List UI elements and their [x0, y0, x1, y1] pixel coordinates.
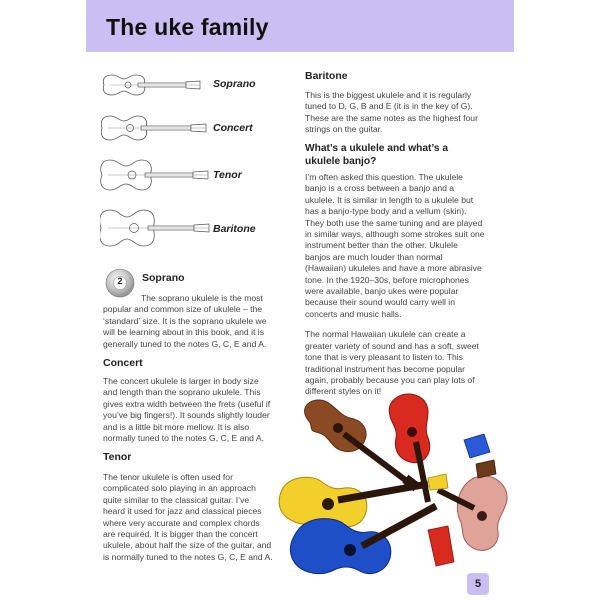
tenor-heading: Tenor [103, 451, 132, 463]
soprano-ukulele-icon [100, 70, 210, 100]
baritone-label: Baritone [213, 223, 256, 235]
concert-heading: Concert [103, 357, 143, 369]
soprano-heading: Soprano [142, 272, 185, 284]
concert-ukulele-icon [100, 113, 210, 143]
page-number: 5 [467, 573, 489, 595]
soprano-text-block [103, 293, 271, 350]
baritone-heading: Baritone [305, 70, 348, 82]
yellow-ukulele [279, 474, 448, 527]
baritone-text-block [305, 90, 485, 136]
concert-text: The concert ukulele is larger in body size and length than the soprano ukulele. This gives extra width between the frets (useful if you’ve big fingers!). It sounds slightly louder and is a little bit more mellow. It is also normally tuned to the notes G, C, E and A. [103, 376, 271, 444]
soprano-text: The soprano ukulele is the most popular and common size of ukulele – the ‘standard’ size. It is the soprano ukulele we will be learning about in this book, and it is generally tuned to the notes G, C, E and A. [103, 293, 267, 349]
banjo-text-1: I’m often asked this question. The ukulele banjo is a cross between a banjo and a ukulele. It is similar in length to a ukulele but has a banjo-type body and a vellum (skin). They both use the same tuning and are played in similar ways, although some strokes suit one instrument better than the other. Ukulele banjos are much louder than normal (Hawaiian) ukuleles and have a more abrasive tone. In the 1920–30s, before microphones were available, banjo ukes were popular because their sound would carry well in concerts and music halls. [305, 172, 485, 319]
tenor-text: The tenor ukulele is often used for complicated solo playing in an approach quite similar to the classical guitar. I’ve heard it used for jazz and classical pieces where very accurate and complex chords are required. It is bigger than the concert ukulele, about half the size of the guitar, and is normally tuned to the notes G, C, E and A. [103, 472, 273, 562]
brown-headstock [476, 460, 496, 478]
red-headstock [428, 526, 454, 566]
banjo-heading: What’s a ukulele and what’s a ukulele banjo? [305, 143, 449, 167]
concert-diagram [100, 113, 270, 153]
soprano-diagram [100, 70, 270, 110]
blue-headstock [464, 434, 490, 458]
concert-text-block [103, 376, 271, 444]
page-title: The uke family [106, 14, 269, 40]
cd-track-number: 2 [117, 276, 123, 286]
tenor-diagram [100, 157, 270, 197]
tenor-text-block [103, 472, 273, 563]
ukuleles-photo [278, 390, 514, 580]
baritone-ukulele-icon [100, 208, 210, 248]
baritone-text: This is the biggest ukulele and it is regularly tuned to D, G, B and E (it is in the key of G). These are the same notes as the highest four strings on the guitar. [305, 90, 478, 135]
concert-label: Concert [213, 122, 253, 134]
soprano-label: Soprano [213, 78, 256, 90]
tenor-label: Tenor [213, 169, 242, 181]
banjo-text-block [305, 172, 485, 398]
page-header [86, 0, 514, 52]
banjo-text-2: The normal Hawaiian ukulele can create a greater variety of sound and has a soft, sweet tone that is very pleasant to listen to. This traditional instrument has become popular again, probably because you can play lots of different styles on it! [305, 329, 479, 397]
baritone-diagram [100, 208, 270, 248]
tenor-ukulele-icon [100, 157, 210, 193]
